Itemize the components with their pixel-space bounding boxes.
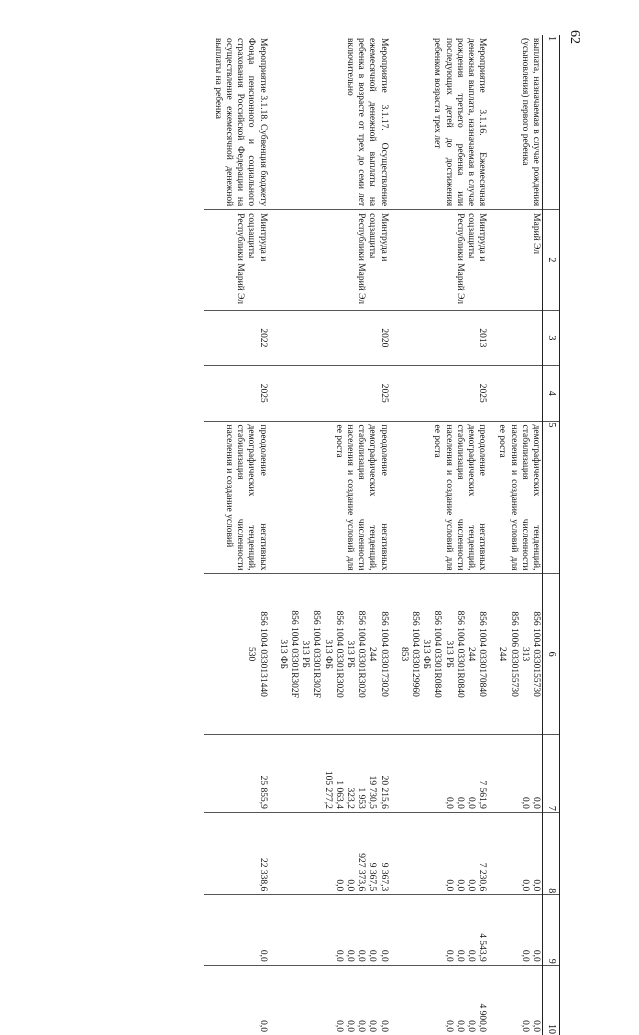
- cell-line: 856 1004 0330170840: [477, 611, 488, 697]
- cell-col-3: 2022: [204, 310, 269, 365]
- cell-line: 0,0: [531, 949, 541, 962]
- cell-col-8: [390, 812, 489, 894]
- cell-col-3: [488, 310, 542, 365]
- table-row: [269, 35, 390, 1035]
- header-col-9: 9: [543, 895, 560, 965]
- program-activities-table: [204, 35, 560, 1035]
- header-col-3: 3: [543, 310, 560, 365]
- cell-col-3: 2020: [269, 310, 390, 365]
- cell-line: 856 1004 03301R3020: [356, 610, 367, 698]
- cell-line: 0,0: [333, 1020, 344, 1032]
- cell-line: 313 РБ: [300, 640, 311, 668]
- cell-col-5: преодоление негативных демографических тенденций, стабилизация численности населения и создание условий для ее роста: [390, 421, 489, 574]
- cell-col-7: [269, 734, 390, 812]
- cell-line: 0,0: [465, 949, 476, 962]
- cell-line: 313: [519, 647, 530, 662]
- header-col-6: 6: [543, 574, 560, 734]
- cell-line: 0,0: [344, 949, 355, 962]
- cell-col-2: Марий Эл: [488, 210, 542, 310]
- cell-col-6: [269, 574, 390, 734]
- cell-line: 0,0: [257, 949, 268, 962]
- cell-line: 856 1004 03301R302F: [311, 610, 322, 698]
- cell-line: 0,0: [454, 949, 465, 962]
- cell-line: 105 277,2: [322, 770, 333, 809]
- cell-col-7: [488, 734, 542, 812]
- cell-line: 313 РБ: [443, 640, 454, 668]
- cell-line: 0,0: [531, 796, 541, 809]
- cell-line: 20 215,6: [378, 775, 389, 809]
- cell-line: 1 953: [356, 787, 367, 809]
- cell-col-1: Мероприятие 3.1.18. Субвенция бюджету Фонда пенсионного и социального страхования Российской Федерации на осуществление ежемесячной денежной выплаты на ребенка: [212, 38, 268, 207]
- cell-line: 0,0: [519, 949, 530, 962]
- cell-col-8: [204, 812, 269, 894]
- cell-line: 927 373,6: [356, 853, 367, 892]
- cell-line: 0,0: [378, 1020, 389, 1032]
- cell-col-1: Мероприятие 3.1.17. Осуществление ежемесячной денежной выплаты на ребенка в возрасте от трех до семи лет включительно: [344, 38, 389, 207]
- cell-line: 7 230,6: [477, 862, 488, 892]
- cell-line: 0,0: [454, 879, 465, 892]
- cell-col-1: выплата, назначаемая в случае рождения (усыновления) первого ребенка: [519, 38, 541, 207]
- cell-line: 0,0: [531, 879, 541, 892]
- cell-line: 4 900,0: [477, 1003, 488, 1032]
- cell-line: 244: [367, 647, 378, 662]
- cell-line: 313 ФБ: [421, 639, 432, 669]
- cell-col-6: [488, 574, 542, 734]
- cell-col-7: [390, 734, 489, 812]
- cell-col-10: [204, 965, 269, 1035]
- cell-line: 0,0: [531, 1020, 541, 1032]
- cell-col-2: Минтруда и соцзащиты Республики Марий Эл: [390, 210, 489, 310]
- cell-line: 0,0: [356, 949, 367, 962]
- cell-col-2: Минтруда и соцзащиты Республики Марий Эл: [269, 210, 390, 310]
- header-row: [543, 35, 560, 1035]
- cell-line: 856 1004 03301R0840: [454, 610, 465, 698]
- cell-line: 0,0: [465, 879, 476, 892]
- cell-col-7: [204, 734, 269, 812]
- cell-line: 0,0: [454, 1020, 465, 1032]
- cell-line: 530: [246, 647, 257, 662]
- cell-line: 25 855,9: [257, 775, 268, 809]
- cell-line: 244: [465, 647, 476, 662]
- table-body: [204, 35, 543, 1035]
- cell-line: 0,0: [367, 949, 378, 962]
- cell-col-10: [269, 965, 390, 1035]
- cell-col-2: Минтруда и соцзащиты Республики Марий Эл: [204, 210, 269, 310]
- cell-col-3: 2013: [390, 310, 489, 365]
- cell-line: 4 543,9: [477, 933, 488, 962]
- table-row: [390, 35, 489, 1035]
- cell-line: 856 1006 0330155730: [508, 611, 519, 697]
- cell-line: 7 561,9: [477, 780, 488, 809]
- header-col-7: 7: [543, 734, 560, 812]
- cell-line: 0,0: [519, 1020, 530, 1032]
- cell-line: 244: [497, 647, 508, 662]
- cell-line: 0,0: [519, 796, 530, 809]
- page-number: 62: [567, 30, 582, 44]
- cell-col-9: [488, 895, 542, 965]
- cell-line: 856 1004 03301R302F: [288, 610, 299, 698]
- cell-col-4: [488, 366, 542, 421]
- cell-line: 313 РБ: [344, 640, 355, 668]
- cell-line: 0,0: [443, 1020, 454, 1032]
- rotated-table-container: [120, 35, 560, 1035]
- cell-line: 856 1004 0330129960: [409, 611, 420, 697]
- cell-line: 0,0: [344, 1020, 355, 1032]
- header-col-8: 8: [543, 812, 560, 894]
- cell-col-4: 2025: [269, 366, 390, 421]
- cell-line: 0,0: [465, 796, 476, 809]
- header-col-10: 10: [543, 965, 560, 1035]
- table-row: [488, 35, 542, 1035]
- cell-col-9: [390, 895, 489, 965]
- cell-line: 0,0: [344, 879, 355, 892]
- cell-col-8: [269, 812, 390, 894]
- cell-col-10: [488, 965, 542, 1035]
- cell-line: 19 730,5: [367, 775, 378, 809]
- cell-line: 22 338,6: [257, 858, 268, 892]
- header-col-4: 4: [543, 366, 560, 421]
- cell-line: 0,0: [519, 879, 530, 892]
- cell-line: 0,0: [356, 1020, 367, 1032]
- cell-line: 856 1004 03301R3020: [333, 610, 344, 698]
- cell-col-6: [204, 574, 269, 734]
- cell-line: 856 1004 0330173020: [378, 611, 389, 697]
- cell-line: 9 367,5: [367, 862, 378, 892]
- cell-line: 0,0: [443, 879, 454, 892]
- header-col-2: 2: [543, 210, 560, 310]
- cell-line: 856 1004 0330155730: [531, 611, 541, 697]
- cell-col-4: 2025: [204, 366, 269, 421]
- cell-col-6: [390, 574, 489, 734]
- cell-line: 1 063,4: [333, 780, 344, 809]
- cell-line: 0,0: [443, 796, 454, 809]
- cell-col-9: [269, 895, 390, 965]
- cell-line: 313 ФБ: [277, 639, 288, 669]
- cell-line: 9 367,3: [378, 862, 389, 892]
- cell-col-4: 2025: [390, 366, 489, 421]
- cell-col-8: [488, 812, 542, 894]
- cell-line: 0,0: [257, 1020, 268, 1032]
- header-col-1: 1: [543, 35, 560, 210]
- cell-line: 0,0: [465, 1020, 476, 1032]
- cell-line: 0,0: [367, 1020, 378, 1032]
- header-col-5: 5: [543, 421, 560, 574]
- cell-line: 0,0: [333, 879, 344, 892]
- cell-col-5: преодоление негативных демографических тенденций, стабилизация численности населения и создание условий для ее роста: [269, 421, 390, 574]
- cell-line: 0,0: [378, 949, 389, 962]
- cell-line: 0,0: [454, 796, 465, 809]
- cell-col-10: [390, 965, 489, 1035]
- table-row: [204, 35, 269, 1035]
- cell-line: 856 1004 0330131440: [257, 611, 268, 697]
- cell-line: 0,0: [333, 949, 344, 962]
- cell-line: 323,2: [344, 787, 355, 809]
- cell-line: 856 1004 03301R0840: [432, 610, 443, 698]
- cell-line: 0,0: [443, 949, 454, 962]
- cell-col-9: [204, 895, 269, 965]
- cell-col-1: Мероприятие 3.1.16. Ежемесячная денежная выплата, назначаемая в случае рождения третьего ребенка или последующих детей до достижения ребенком возраста трех лет: [432, 38, 488, 207]
- cell-line: 313 ФБ: [322, 639, 333, 669]
- cell-col-5: преодоление негативных демографических тенденций, стабилизация численности населения и создание условий: [204, 421, 269, 574]
- cell-col-5: демографических тенденций, стабилизация численности населения и создание условий для ее роста: [488, 421, 542, 574]
- cell-line: 853: [398, 647, 409, 662]
